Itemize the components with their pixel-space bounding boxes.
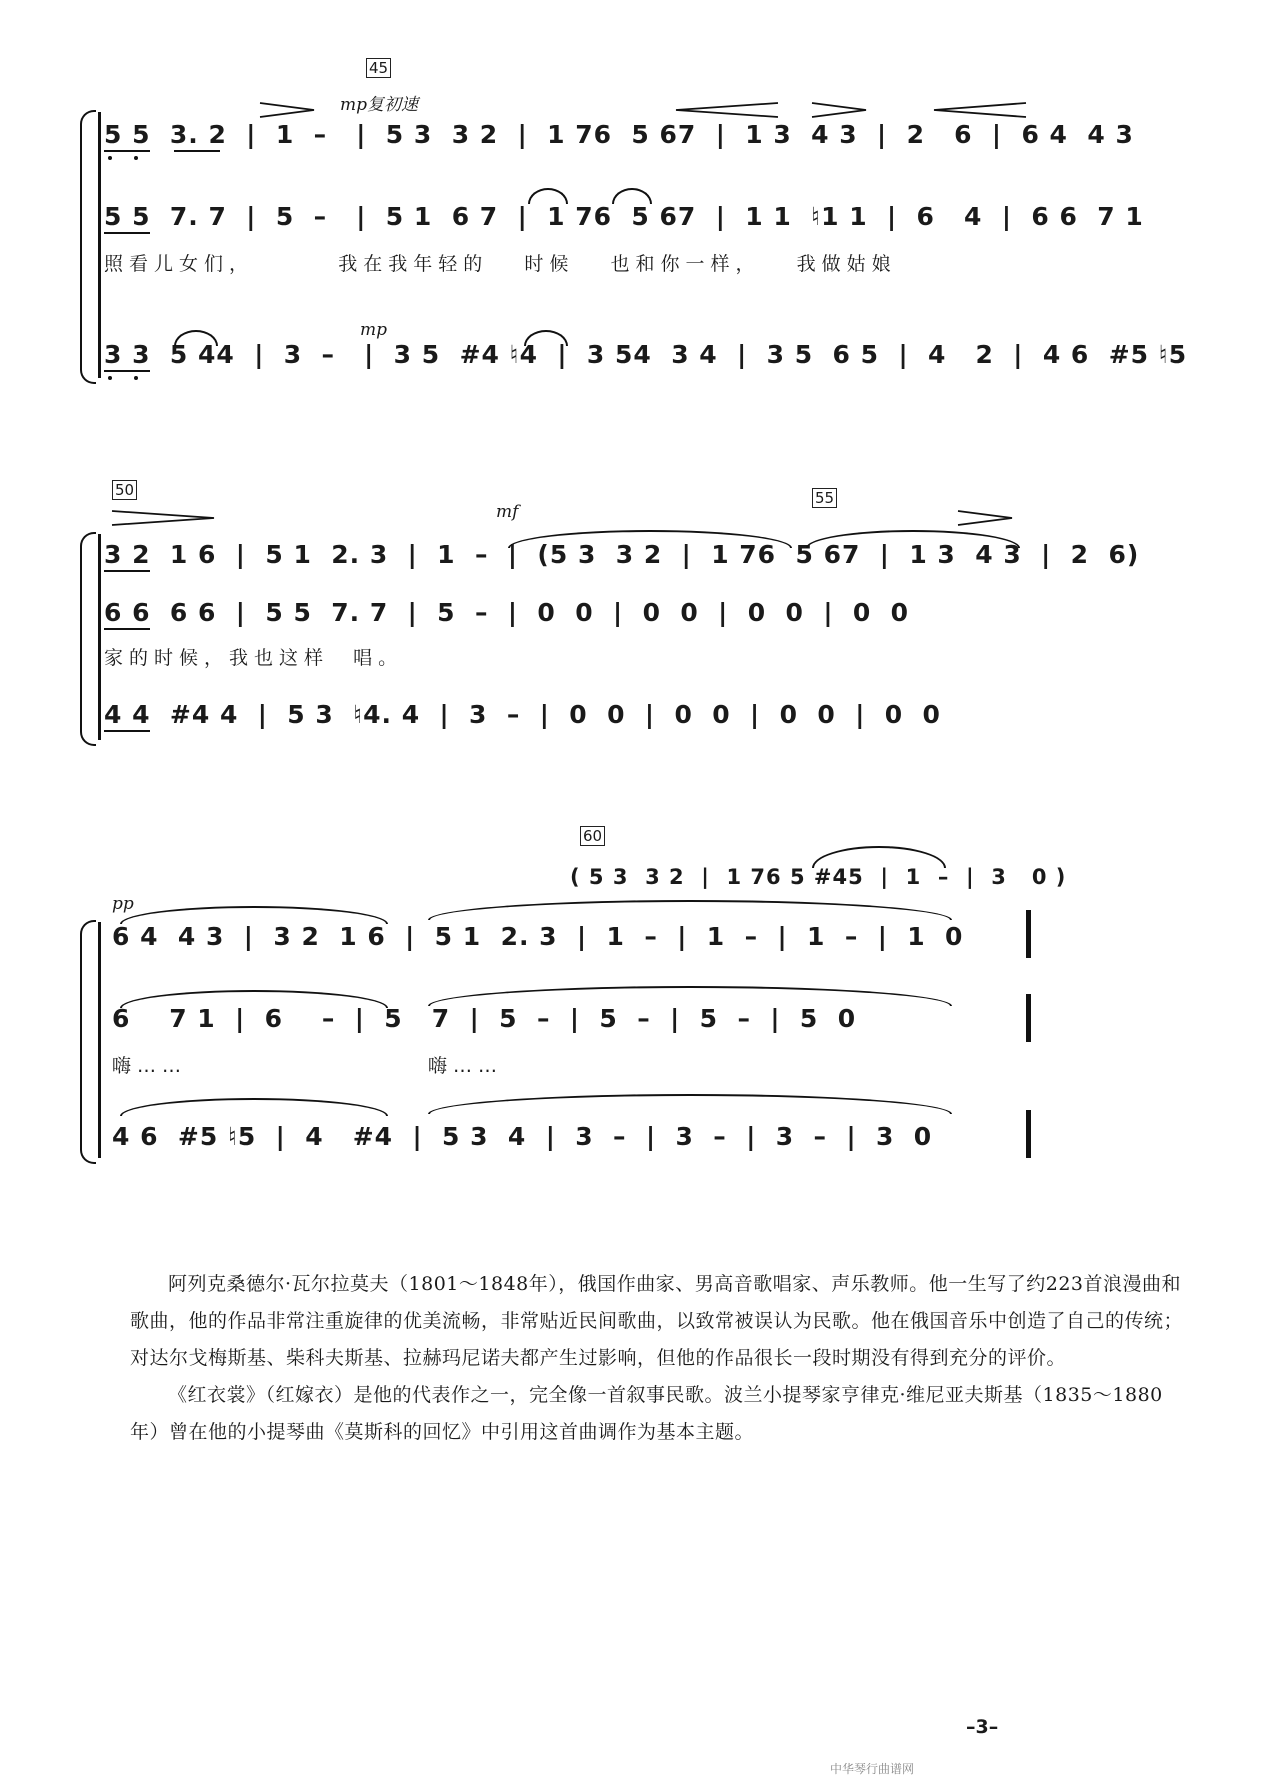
octave-dot [108, 156, 112, 160]
voice-2-notes: 6 6 6 6 | 5 5 7. 7 | 5 – | 0 0 | 0 0 | 0 0 | 0 0 [104, 598, 910, 627]
system-brace [80, 110, 96, 384]
system-brace [80, 920, 96, 1164]
paragraph-biography: 阿列克桑德尔·瓦尔拉莫夫（1801～1848年），俄国作曲家、男高音歌唱家、声乐教师。他一生写了约223首浪漫曲和歌曲，他的作品非常注重旋律的优美流畅，非常贴近民间歌曲，以致常被误认为民歌。他在俄国音乐中创造了自己的传统；对达尔戈梅斯基、柴科夫斯基、拉赫玛尼诺夫都产生过影响，但他的作品很长一段时期没有得到充分的评价。 [130, 1273, 1184, 1369]
phrase-slur [812, 846, 946, 868]
voice-3-notes: 3 3 5 44 | 3 – | 3 5 #4 ♮4 | 3 54 3 4 | 3 5 6 5 | 4 2 | 4 6 #5 ♮5 [104, 340, 1188, 369]
decrescendo-mark [810, 100, 870, 120]
final-barline [1026, 994, 1031, 1042]
voice-3-notes: 4 4 #4 4 | 5 3 ♮4. 4 | 3 – | 0 0 | 0 0 | 0 0 | 0 0 [104, 700, 941, 729]
tie-slur [612, 188, 652, 204]
decrescendo-mark [258, 100, 318, 120]
final-barline [1026, 910, 1031, 958]
decrescendo-mark [956, 508, 1016, 528]
lyrics-line: 家的时候，我也这样 唱。 [104, 647, 404, 669]
page-number: –3– [966, 1716, 999, 1738]
crescendo-mark [672, 100, 782, 120]
voice-1-notes: 6 4 4 3 | 3 2 1 6 | 5 1 2. 3 | 1 – | 1 – | 1 – | 1 0 [112, 922, 964, 951]
crescendo-mark [930, 100, 1030, 120]
system-brace [80, 532, 96, 746]
beam-underline [104, 628, 150, 630]
octave-dot [108, 376, 112, 380]
system-line [98, 112, 101, 378]
lyric-hum-1: 嗨…… [112, 1055, 188, 1077]
phrase-slur [428, 1094, 952, 1114]
measure-number-50: 50 [112, 480, 137, 500]
beam-underline [104, 150, 150, 152]
voice-2-notes: 6 7 1 | 6 – | 5 7 | 5 – | 5 – | 5 – | 5 0 [112, 1004, 857, 1033]
interlude-notes: ( 5 3 3 2 | 1 76 5 #45 | 1 – | 3 0 ) [570, 865, 1067, 889]
beam-underline [104, 570, 150, 572]
tie-slur [524, 330, 568, 346]
voice-2-notes: 5 5 7. 7 | 5 – | 5 1 6 7 | 1 76 5 67 | 1 1 ♮1 1 | 6 4 | 6 6 7 1 [104, 202, 1144, 231]
measure-number-55: 55 [812, 488, 837, 508]
tempo-direction: mp复初速 [340, 95, 419, 115]
tie-slur [528, 188, 568, 204]
final-barline [1026, 1110, 1031, 1158]
lyrics-line: 照看儿女们， 我在我年轻的 时候 也和你一样， 我做姑娘 [104, 253, 897, 275]
voice-3-notes: 4 6 #5 ♮5 | 4 #4 | 5 3 4 | 3 – | 3 – | 3 – | 3 0 [112, 1122, 933, 1151]
dynamic-mp: mp [360, 320, 388, 340]
composer-notes [130, 1266, 1190, 1451]
beam-underline [104, 232, 150, 234]
voice-1-notes: 5 5 3. 2 | 1 – | 5 3 3 2 | 1 76 5 67 | 1 3 4 3 | 2 6 | 6 4 4 3 [104, 120, 1134, 149]
paragraph-work: 《红衣裳》（红嫁衣）是他的代表作之一，完全像一首叙事民歌。波兰小提琴家亨律克·维尼亚夫斯基（1835～1880年）曾在他的小提琴曲《莫斯科的回忆》中引用这首曲调作为基本主题。 [130, 1384, 1163, 1443]
phrase-slur [428, 900, 952, 920]
lyric-hum-2: 嗨…… [428, 1055, 504, 1077]
measure-number-45: 45 [366, 58, 391, 78]
octave-dot [134, 156, 138, 160]
phrase-slur [806, 530, 1020, 548]
measure-number-60: 60 [580, 826, 605, 846]
phrase-slur [120, 1098, 388, 1116]
system-line [98, 534, 101, 740]
beam-underline [104, 730, 150, 732]
dynamic-pp: pp [112, 894, 134, 914]
phrase-slur [428, 986, 952, 1006]
beam-underline [174, 150, 220, 152]
system-line [98, 922, 101, 1158]
voice-1-notes: 3 2 1 6 | 5 1 2. 3 | 1 – | (5 3 3 2 | 1 76 5 67 | 1 3 4 3 | 2 6) [104, 540, 1140, 569]
phrase-slur [508, 530, 792, 548]
beam-underline [104, 370, 150, 372]
tie-slur [174, 330, 218, 346]
footer-watermark: 中华琴行曲谱网 [830, 1762, 915, 1776]
octave-dot [134, 376, 138, 380]
decrescendo-mark [110, 508, 220, 528]
dynamic-mf: mf [496, 502, 519, 522]
